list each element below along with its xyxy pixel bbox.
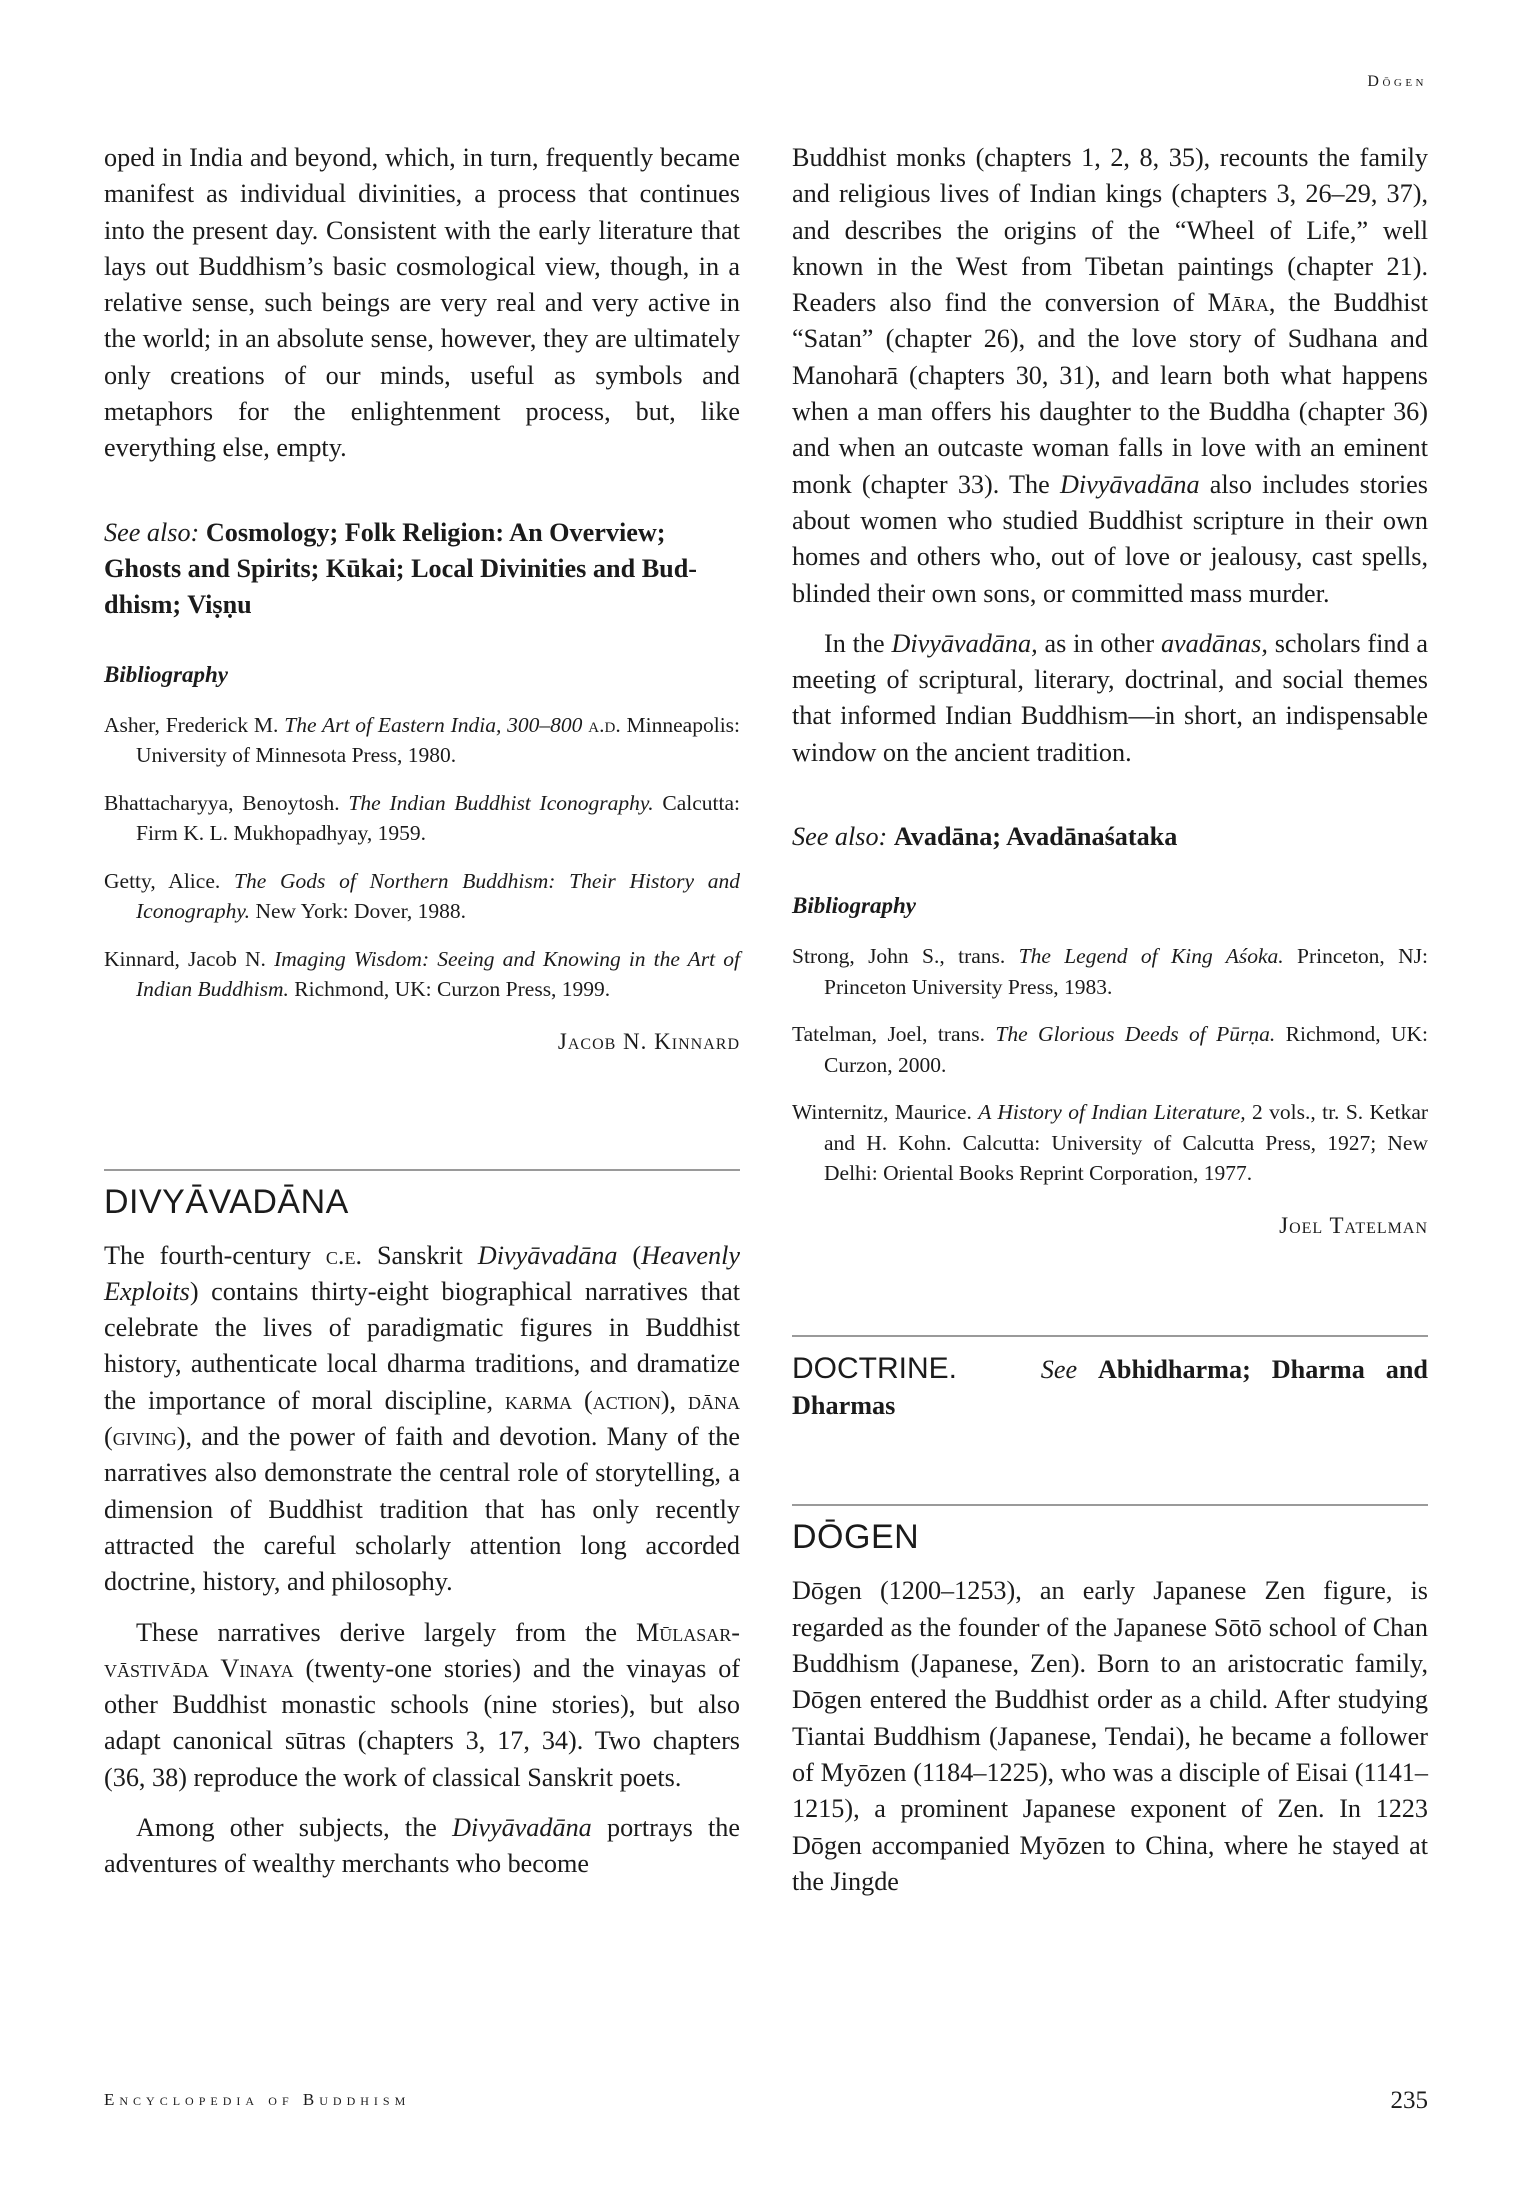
see-also-links[interactable]: Cosmology; Folk Religion: An Overview; Ghosts and Spirits; Kūkai; Local Divinities and Buddhism; Viṣṇu <box>104 517 698 620</box>
right-column <box>792 140 1428 1900</box>
doctrine-links[interactable]: Abhidharma; Dharma and Dharmas <box>792 1354 1428 1421</box>
vinaya-link[interactable]: Mūlasarvāstivāda Vinaya <box>104 1617 740 1683</box>
mara-link[interactable]: Māra <box>1207 288 1269 318</box>
see-also-left <box>104 515 740 624</box>
continued-paragraph-2: In the Divyāvadāna, as in other avadānas, scholars find a meeting of scriptural, literary, doctrinal, and social themes that informed Indian Buddhism—in short, an indispensable window on the ancient tradition. <box>792 628 1428 767</box>
entry-divider <box>792 1335 1428 1337</box>
bibliography-entry: Strong, John S., trans. The Legend of King Aśoka. Princeton, NJ: Princeton University Press, 1983. <box>792 944 1428 999</box>
divyavadana-paragraph-3: Among other subjects, the Divyāvadāna portrays the adventures of wealthy merchants who become <box>104 1813 741 1879</box>
entry-title-doctrine: DOCTRINE. <box>792 1351 957 1385</box>
bibliography-entry: Kinnard, Jacob N. Imaging Wisdom: Seeing and Knowing in the Art of Indian Buddhism. Richmond, UK: Curzon Press, 1999. <box>104 946 741 1002</box>
bibliography-heading: Bibliography <box>792 893 916 919</box>
bibliography-heading: Bibliography <box>104 661 228 687</box>
intro-paragraph: oped in India and beyond, which, in turn, frequently became manifest as individual divinities, a process that continues into the present day. Consistent with the early literature that lays out Buddhism’s basic cosmological view, though, in a relative sense, such beings are very real and very active in the world; in an absolute sense, however, they are ultimately only creations of our minds, useful as symbols and metaphors for the enlightenment process, but, like everything else, empty. <box>104 143 740 463</box>
author-signature: Jacob N. Kinnard <box>557 1028 740 1054</box>
entry-divider <box>792 1504 1428 1506</box>
bibliography-entry: Getty, Alice. The Gods of Northern Buddhism: Their History and Iconography. New York: Dover, 1988. <box>104 868 740 924</box>
see-also-label: See also: <box>792 822 888 852</box>
see-also-label: See also: <box>104 517 200 547</box>
left-column <box>104 140 740 1883</box>
dana-link[interactable]: dāna (giving) <box>104 1385 740 1452</box>
divyavadana-paragraph-2: These narratives derive largely from the Mūlasarvāstivāda Vinaya (twenty-one stories) and the vinayas of other Buddhist monastic schools (nine stories), but also adapt canonical sūtras (chapters 3, 17, 34). Two chapters (36, 38) reproduce the work of classical Sanskrit poets. <box>104 1617 741 1792</box>
continued-paragraph-1: Buddhist monks (chapters 1, 2, 8, 35), recounts the family and religious lives of Indian kings (chapters 3, 26–29, 37), and describes the origins of the “Wheel of Life,” well known in the West from Tibetan paintings (chapter 21). Readers also find the conversion of Māra, the Buddhist “Satan” (chapter 26), and the love story of Sudhana and Manoharā (chapters 30, 31), and learn both what happens when a man offers his daughter to the Buddha (chapter 36) and when an outcaste woman falls in love with an eminent monk (chapter 33). The Divyāvadāna also includes stories about women who studied Buddhist scripture in their own homes and others who, out of love or jealousy, cast spells, blinded their own sons, or committed mass murder. <box>792 143 1429 608</box>
entry-title-dogen: DŌGEN <box>792 1518 920 1557</box>
bibliography-entry: Bhattacharyya, Benoytosh. The Indian Buddhist Iconography. Calcutta: Firm K. L. Mukhopadhyay, 1959. <box>104 790 740 846</box>
page-number: 235 <box>1390 2087 1428 2114</box>
karma-link[interactable]: karma (action) <box>505 1385 670 1415</box>
bibliography-entry: Tatelman, Joel, trans. The Glorious Deeds of Pūrṇa. Richmond, UK: Curzon, 2000. <box>792 1022 1429 1077</box>
entry-divider <box>104 1169 740 1171</box>
dogen-paragraph-1: Dōgen (1200–1253), an early Japanese Zen figure, is regarded as the founder of the Japanese Sōtō school of Chan Buddhism (Japanese, Zen). Born to an aristocratic family, Dōgen entered the Buddhist order as a child. After studying Tiantai Buddhism (Japanese, Tendai), he became a follower of Myōzen (1184–1225), who was a disciple of Eisai (1141–1215), a prominent Japanese exponent of Zen. In 1223 Dōgen accompanied Myōzen to China, where he stayed at the Jingde <box>792 1576 1428 1896</box>
running-head: Dōgen <box>1367 73 1427 90</box>
see-also-right <box>792 819 1428 855</box>
doctrine-cross-reference: DOCTRINE. See Abhidharma; Dharma and Dharmas <box>792 1351 1428 1421</box>
entry-title-divyavadana: DIVYĀVADĀNA <box>104 1182 349 1221</box>
divyavadana-paragraph-1: The fourth-century c.e. Sanskrit Divyāvadāna (Heavenly Exploits) contains thirty-eight biographical narratives that celebrate the lives of paradigmatic figures in Buddhist history, authenticate local dharma traditions, and dramatize the importance of moral discipline, karma (action), dāna (giving), and the power of faith and devotion. Many of the narratives also demonstrate the central role of storytelling, a dimension of Buddhist tradition that has only recently attracted the careful scholarly attention long accorded doctrine, history, and philosophy. <box>104 1240 740 1597</box>
see-also-links[interactable]: Avadāna; Avadānaśataka <box>893 822 1178 852</box>
author-signature: Joel Tatelman <box>1279 1212 1428 1238</box>
footer-book-title: Encyclopedia of Buddhism <box>104 2090 411 2109</box>
bibliography-entry: Asher, Frederick M. The Art of Eastern India, 300–800 a.d. Minneapolis: University of Minnesota Press, 1980. <box>104 712 741 768</box>
bibliography-entry: Winternitz, Maurice. A History of Indian Literature, 2 vols., tr. S. Ketkar and H. Kohn. Calcutta: University of Calcutta Press, 1927; New Delhi: Oriental Books Reprint Corporation, 1977. <box>792 1100 1429 1186</box>
